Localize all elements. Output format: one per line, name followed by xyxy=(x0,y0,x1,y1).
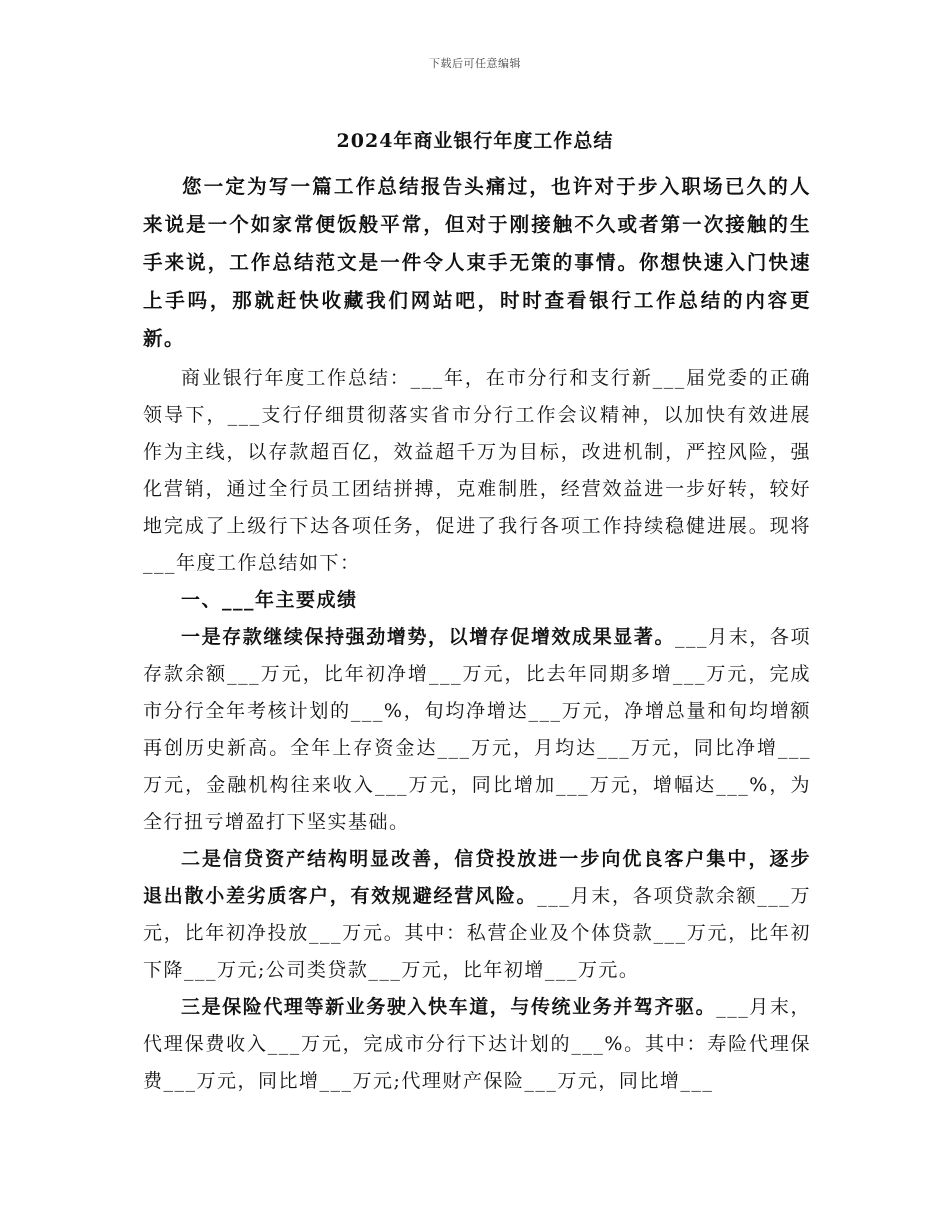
item-2-heading: 二是信贷资产结构明显改善，信贷投放进一步向优良客户集中，逐步退出散小差劣质客户，有效规避经营风险。 xyxy=(143,848,811,907)
document-body xyxy=(143,168,811,1100)
item-1-text: ___月末，各项存款余额___万元，比年初净增___万元，比去年同期多增___万元，完成市分行全年考核计划的___%，旬均净增达___万元，净增总量和旬均增额再创历史新高。全年上存资金达___万元，月均达___万元，同比净增___万元，金融机构往来收入___万元，同比增加___万元，增幅达___%，为全行扭亏增盈打下坚实基础。 xyxy=(143,626,811,833)
document-title: 2024年商业银行年度工作总结 xyxy=(336,130,614,152)
paragraph-overview: 商业银行年度工作总结：___年，在市分行和支行新___届党委的正确领导下，___支行仔细贯彻落实省市分行工作会议精神，以加快有效进展作为主线，以存款超百亿，效益超千万为目标，改进机制，严控风险，强化营销，通过全行员工团结拼搏，克难制胜，经营效益进一步好转，较好地完成了上级行下达各项任务，促进了我行各项工作持续稳健进展。现将___年度工作总结如下： xyxy=(143,367,811,574)
paragraph-item-2 xyxy=(143,841,811,989)
paragraph-item-1 xyxy=(143,619,811,841)
section-heading: 一、___年主要成绩 xyxy=(181,589,358,611)
header-note: 下载后可任意编辑 xyxy=(429,57,521,70)
paragraph-item-3 xyxy=(143,989,811,1100)
item-1-heading: 一是存款继续保持强劲增势，以增存促增效成果显著。 xyxy=(181,626,676,648)
item-2-text: ___月末，各项贷款余额___万元，比年初净投放___万元。其中：私营企业及个体贷款___万元，比年初下降___万元;公司类贷款___万元，比年初增___万元。 xyxy=(143,885,811,981)
item-3-text: ___月末，代理保费收入___万元，完成市分行下达计划的___%。其中：寿险代理保费___万元，同比增___万元;代理财产保险___万元，同比增___ xyxy=(143,996,811,1092)
item-3-heading: 三是保险代理等新业务驶入快车道，与传统业务并驾齐驱。 xyxy=(181,996,717,1018)
intro-paragraph: 您一定为写一篇工作总结报告头痛过，也许对于步入职场已久的人来说是一个如家常便饭般平常，但对于刚接触不久或者第一次接触的生手来说，工作总结范文是一件令人束手无策的事情。你想快速入门快速上手吗，那就赶快收藏我们网站吧，时时查看银行工作总结的内容更新。 xyxy=(143,175,811,350)
